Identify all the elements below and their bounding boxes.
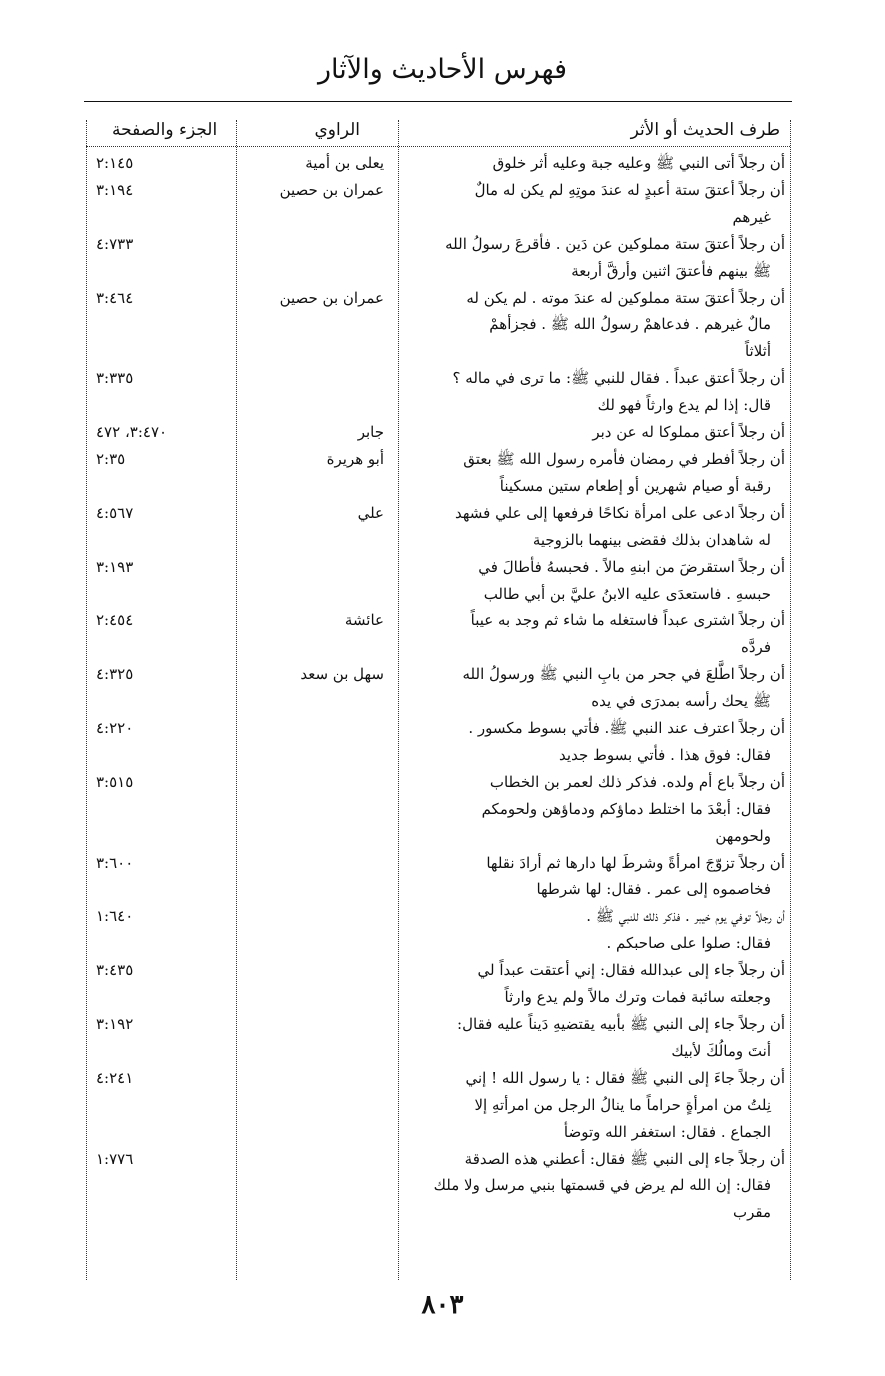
column-divider-right [790, 120, 791, 1280]
index-entry [86, 365, 790, 419]
hadith-line: أن رجلاً أعتق عبداً . فقال للنبي ﷺ: ما ترى في ماله ؟ [452, 369, 785, 388]
hadith-text [405, 419, 785, 446]
hadith-text [405, 903, 785, 957]
hadith-line: أن رجلاً اعترف عند النبي ﷺ. فأتي بسوط مكسور . [468, 719, 785, 738]
hadith-line: مقرب [732, 1203, 771, 1222]
index-entry [86, 285, 790, 366]
hadith-line: أنتَ ومالُكَ لأبيك [671, 1041, 771, 1060]
volume-page-ref: ٢:١٤٥ [96, 154, 134, 172]
hadith-line: أن رجلاً أعتقَ ستة مملوكين له عندَ موته . لم يكن له [466, 288, 785, 307]
hadith-line: فخاصموه إلى عمر . فقال: لها شرطها [536, 880, 771, 899]
hadith-line: أن رجلاً اشترى عبداً فاستغله ما شاء ثم وجد به عيباً [470, 611, 785, 630]
page-number: ٨٠٣ [421, 1290, 464, 1320]
hadith-line: أن رجلاً جاءَ إلى النبي ﷺ فقال : يا رسول الله ! إني [465, 1068, 785, 1087]
hadith-text [405, 769, 785, 850]
hadith-line: فقال: إن الله لم يرض في قسمتها بنبي مرسل ولا ملك [433, 1176, 771, 1195]
volume-page-ref: ٣:٥١٥ [96, 772, 134, 791]
hadith-line: أن رجلاً أعتقَ ستة مملوكين عن دَين . فأقرعَ رسولُ الله [445, 234, 785, 253]
index-entry [86, 769, 790, 850]
header-juz: الجزء والصفحة [112, 120, 218, 140]
hadith-line: رقبة أو صيام شهرين أو إطعام ستين مسكيناً [499, 476, 771, 495]
index-entry [86, 957, 790, 1011]
hadith-line: أن رجلاً استقرضَ من ابنهِ مالاً . فحبسهُ فأطالَ في [478, 557, 785, 576]
volume-page-ref: ٢:٣٥ [96, 449, 126, 468]
hadith-index-table [86, 150, 790, 1226]
index-entry [86, 554, 790, 608]
hadith-text [405, 661, 785, 715]
index-entry [86, 177, 790, 231]
hadith-line: أن رجلاً أتى النبي ﷺ وعليه جبة وعليه أثر خلوق [492, 154, 785, 172]
hadith-line: أن رجلاً جاء إلى النبي ﷺ بأبيه يقتضيهِ دَيناً عليه فقال: [457, 1015, 785, 1033]
index-entry [86, 607, 790, 661]
hadith-line: فقال: فوق هذا . فأتي بسوط جديد [559, 745, 771, 764]
hadith-line: ﷺ يحك رأسه بمدرَى في يده [591, 692, 771, 711]
hadith-line: وجعلته سائبة فمات وترك مالاً ولم يدع وارثاً [504, 988, 771, 1007]
rawi-name: علي [357, 503, 384, 522]
hadith-line: ولحومهن [715, 826, 771, 845]
hadith-line: قال: إذا لم يدع وارثاً فهو لك [597, 396, 771, 415]
volume-page-ref: ٢:٤٥٤ [96, 611, 134, 630]
rawi-name: عمران بن حصين [279, 180, 384, 199]
volume-page-ref: ٣:١٩٣ [96, 557, 134, 576]
hadith-line: أن رجلاً أعتق مملوكا له عن دبر [592, 423, 785, 442]
hadith-line: أن رجلاً جاء إلى عبدالله فقال: إني أعتقت عبداً لي [477, 961, 785, 980]
index-entry [86, 1011, 790, 1065]
hadith-line: أثلاثاً [744, 342, 771, 361]
volume-page-ref: ٣:٦٠٠ [96, 853, 134, 872]
index-entry [86, 500, 790, 554]
hadith-text [405, 150, 785, 177]
rawi-name: جابر [357, 423, 384, 442]
header-rawi: الراوي [314, 120, 360, 140]
hadith-text [405, 957, 785, 1011]
hadith-text [405, 715, 785, 769]
volume-page-ref: ٤:٥٦٧ [96, 503, 134, 522]
hadith-line: أن رجلاً جاء إلى النبي ﷺ فقال: أعطني هذه الصدقة [464, 1149, 785, 1168]
hadith-text [405, 365, 785, 419]
hadith-text [405, 607, 785, 661]
hadith-text [405, 500, 785, 554]
index-entry [86, 661, 790, 715]
hadith-line: فقال: صلوا على صاحبكم . [606, 934, 771, 953]
index-entry [86, 150, 790, 177]
volume-page-ref: ٣:٣٣٥ [96, 369, 134, 388]
volume-page-ref: ٣:١٩٢ [96, 1015, 134, 1033]
header-divider [86, 146, 790, 147]
hadith-text [405, 446, 785, 500]
title-rule [84, 101, 792, 102]
index-entry [86, 1146, 790, 1227]
hadith-line: له شاهدان بذلك فقضى بينهما بالزوجية [532, 530, 771, 549]
page-title: فهرس الأحاديث والآثار [318, 54, 567, 85]
hadith-line: أن رجلاً ادعى على امرأة نكاحًا فرفعها إلى علي فشهد [455, 503, 785, 522]
hadith-text [405, 231, 785, 285]
volume-page-ref: ١:٧٧٦ [96, 1149, 134, 1168]
volume-page-ref: ٣:٤٣٥ [96, 961, 134, 980]
hadith-text [405, 1065, 785, 1146]
index-entry [86, 715, 790, 769]
rawi-name: عائشة [344, 611, 384, 630]
volume-page-ref: ٤:٢٤١ [96, 1068, 134, 1087]
volume-page-ref: ٣:٤٦٤ [96, 288, 134, 307]
volume-page-ref: ٤:٣٢٥ [96, 665, 134, 684]
hadith-text [405, 1146, 785, 1227]
hadith-line: الجماع . فقال: استغفر الله وتوضأ [563, 1122, 771, 1141]
volume-page-ref: ٤:٧٣٣ [96, 234, 134, 253]
index-entry [86, 419, 790, 446]
hadith-line: فقال: أبعْدَ ما اختلط دماؤكم ودماؤهن ولحومكم [481, 799, 771, 818]
hadith-line: حبسهِ . فاستعدَى عليه الابنُ عليَّ بن أبي طالب [483, 584, 771, 603]
hadith-line: أن رجلاً أعتقَ ستة أعبدٍ له عندَ موتِهِ لم يكن له مالٌ [474, 180, 785, 199]
hadith-line: أن رجلاً تزوّجَ امرأةً وشرطَ لها دارها ثم أرادَ نقلها [486, 853, 785, 872]
index-entry [86, 446, 790, 500]
volume-page-ref: ٤:٢٢٠ [96, 719, 134, 738]
hadith-line: أن رجلاً أفطر في رمضان فأمره رسول الله ﷺ بعتق [463, 449, 785, 468]
index-entry [86, 903, 790, 957]
rawi-name: عمران بن حصين [279, 288, 384, 307]
hadith-line: أن رجلاً اطَّلعَ في جحر من بابِ النبي ﷺ ورسولُ الله [462, 665, 785, 684]
hadith-line: أن رجلاً توفي يوم خيبر . فذكر ذلك للنبي ﷺ . [586, 907, 785, 926]
index-entry [86, 231, 790, 285]
hadith-text [405, 850, 785, 904]
volume-page-ref: ٣:٤٧٠، ٤٧٢ [96, 423, 168, 442]
rawi-name: سهل بن سعد [300, 665, 384, 684]
volume-page-ref: ٣:١٩٤ [96, 180, 134, 199]
hadith-text [405, 1011, 785, 1065]
rawi-name: أبو هريرة [326, 449, 384, 468]
hadith-line: ﷺ بينهم فأعتقَ اثنين وأرقَّ أربعة [571, 261, 771, 280]
hadith-text [405, 177, 785, 231]
table-header [86, 118, 790, 146]
index-entry [86, 850, 790, 904]
hadith-text [405, 554, 785, 608]
volume-page-ref: ١:٦٤٠ [96, 907, 134, 926]
hadith-text [405, 285, 785, 366]
hadith-line: نِلتُ من امرأةٍ حراماً ما ينالُ الرجل من امرأتهِ إلا [474, 1095, 771, 1114]
hadith-line: فردَّه [741, 638, 771, 657]
header-hadith: طرف الحديث أو الأثر [630, 120, 780, 140]
hadith-line: مالٌ غيرهم . فدعاهمْ رسولُ الله ﷺ . فجزأهمْ [489, 315, 771, 334]
hadith-line: غيرهم [732, 207, 771, 226]
rawi-name: يعلى بن أمية [305, 154, 384, 172]
hadith-line: أن رجلاً باع أم ولده. فذكر ذلك لعمر بن الخطاب [489, 772, 785, 791]
index-entry [86, 1065, 790, 1146]
